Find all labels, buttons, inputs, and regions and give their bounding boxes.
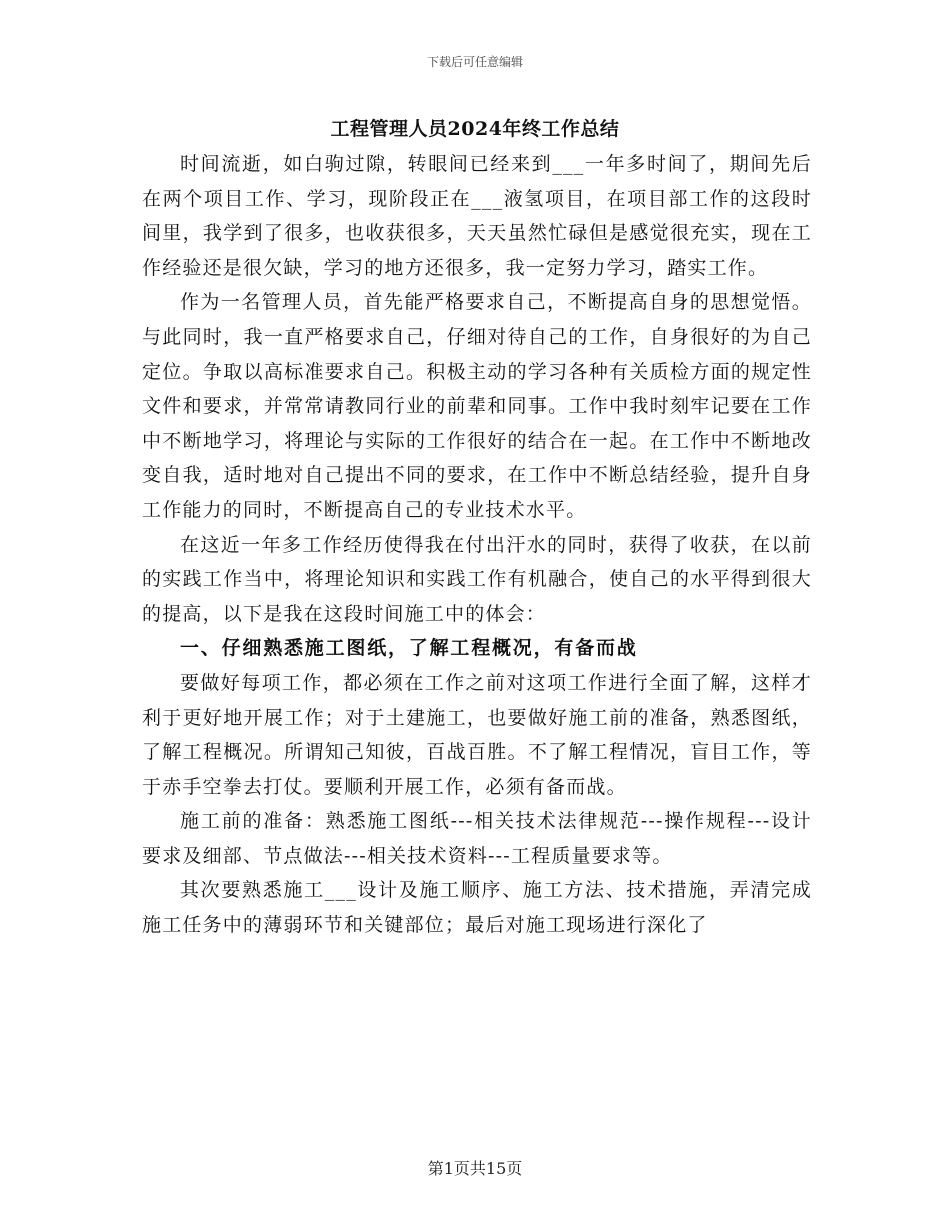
paragraph-pre-construction: 施工前的准备：熟悉施工图纸---相关技术法律规范---操作规程---设计要求及细部、节点做法---相关技术资料---工程质量要求等。 bbox=[142, 810, 812, 867]
paragraph-intro: 时间流逝，如白驹过隙，转眼间已经来到___一年多时间了，期间先后在两个项目工作、学习，现阶段正在___液氢项目，在项目部工作的这段时间里，我学到了很多，也收获很多，天天虽然忙碌但是感觉很充实，现在工作经验还是很欠缺，学习的地方还很多，我一定努力学习，踏实工作。 bbox=[142, 153, 812, 279]
paragraph-preparation: 要做好每项工作，都必须在工作之前对这项工作进行全面了解，这样才利于更好地开展工作；对于土建施工，也要做好施工前的准备，熟悉图纸，了解工程概况。所谓知己知彼，百战百胜。不了解工程情况，盲目工作，等于赤手空拳去打仗。要顺利开展工作，必须有备而战。 bbox=[142, 671, 812, 798]
page-number-footer: 第1页共15页 bbox=[427, 1159, 523, 1178]
paragraph-familiarize: 其次要熟悉施工___设计及施工顺序、施工方法、技术措施，弄清完成施工任务中的薄弱环节和关键部位；最后对施工现场进行深化了 bbox=[142, 879, 812, 937]
page-header-note: 下载后可任意编辑 bbox=[426, 55, 523, 69]
section-heading-1: 一、仔细熟悉施工图纸，了解工程概况，有备而战 bbox=[180, 637, 638, 660]
document-body bbox=[142, 147, 812, 943]
document-title: 工程管理人员2024年终工作总结 bbox=[330, 118, 620, 140]
paragraph-self-discipline: 作为一名管理人员，首先能严格要求自己，不断提高自身的思想觉悟。与此同时，我一直严格要求自己，仔细对待自己的工作，自身很好的为自己定位。争取以高标准要求自己。积极主动的学习各种有关质检方面的规定性文件和要求，并常常请教同行业的前辈和同事。工作中我时刻牢记要在工作中不断地学习，将理论与实际的工作很好的结合在一起。在工作中不断地改变自我，适时地对自己提出不同的要求，在工作中不断总结经验，提升自身工作能力的同时，不断提高自己的专业技术水平。 bbox=[142, 291, 812, 521]
paragraph-experience: 在这近一年多工作经历使得我在付出汗水的同时，获得了收获，在以前的实践工作当中，将理论知识和实践工作有机融合，使自己的水平得到很大的提高，以下是我在这段时间施工中的体会： bbox=[142, 533, 812, 625]
